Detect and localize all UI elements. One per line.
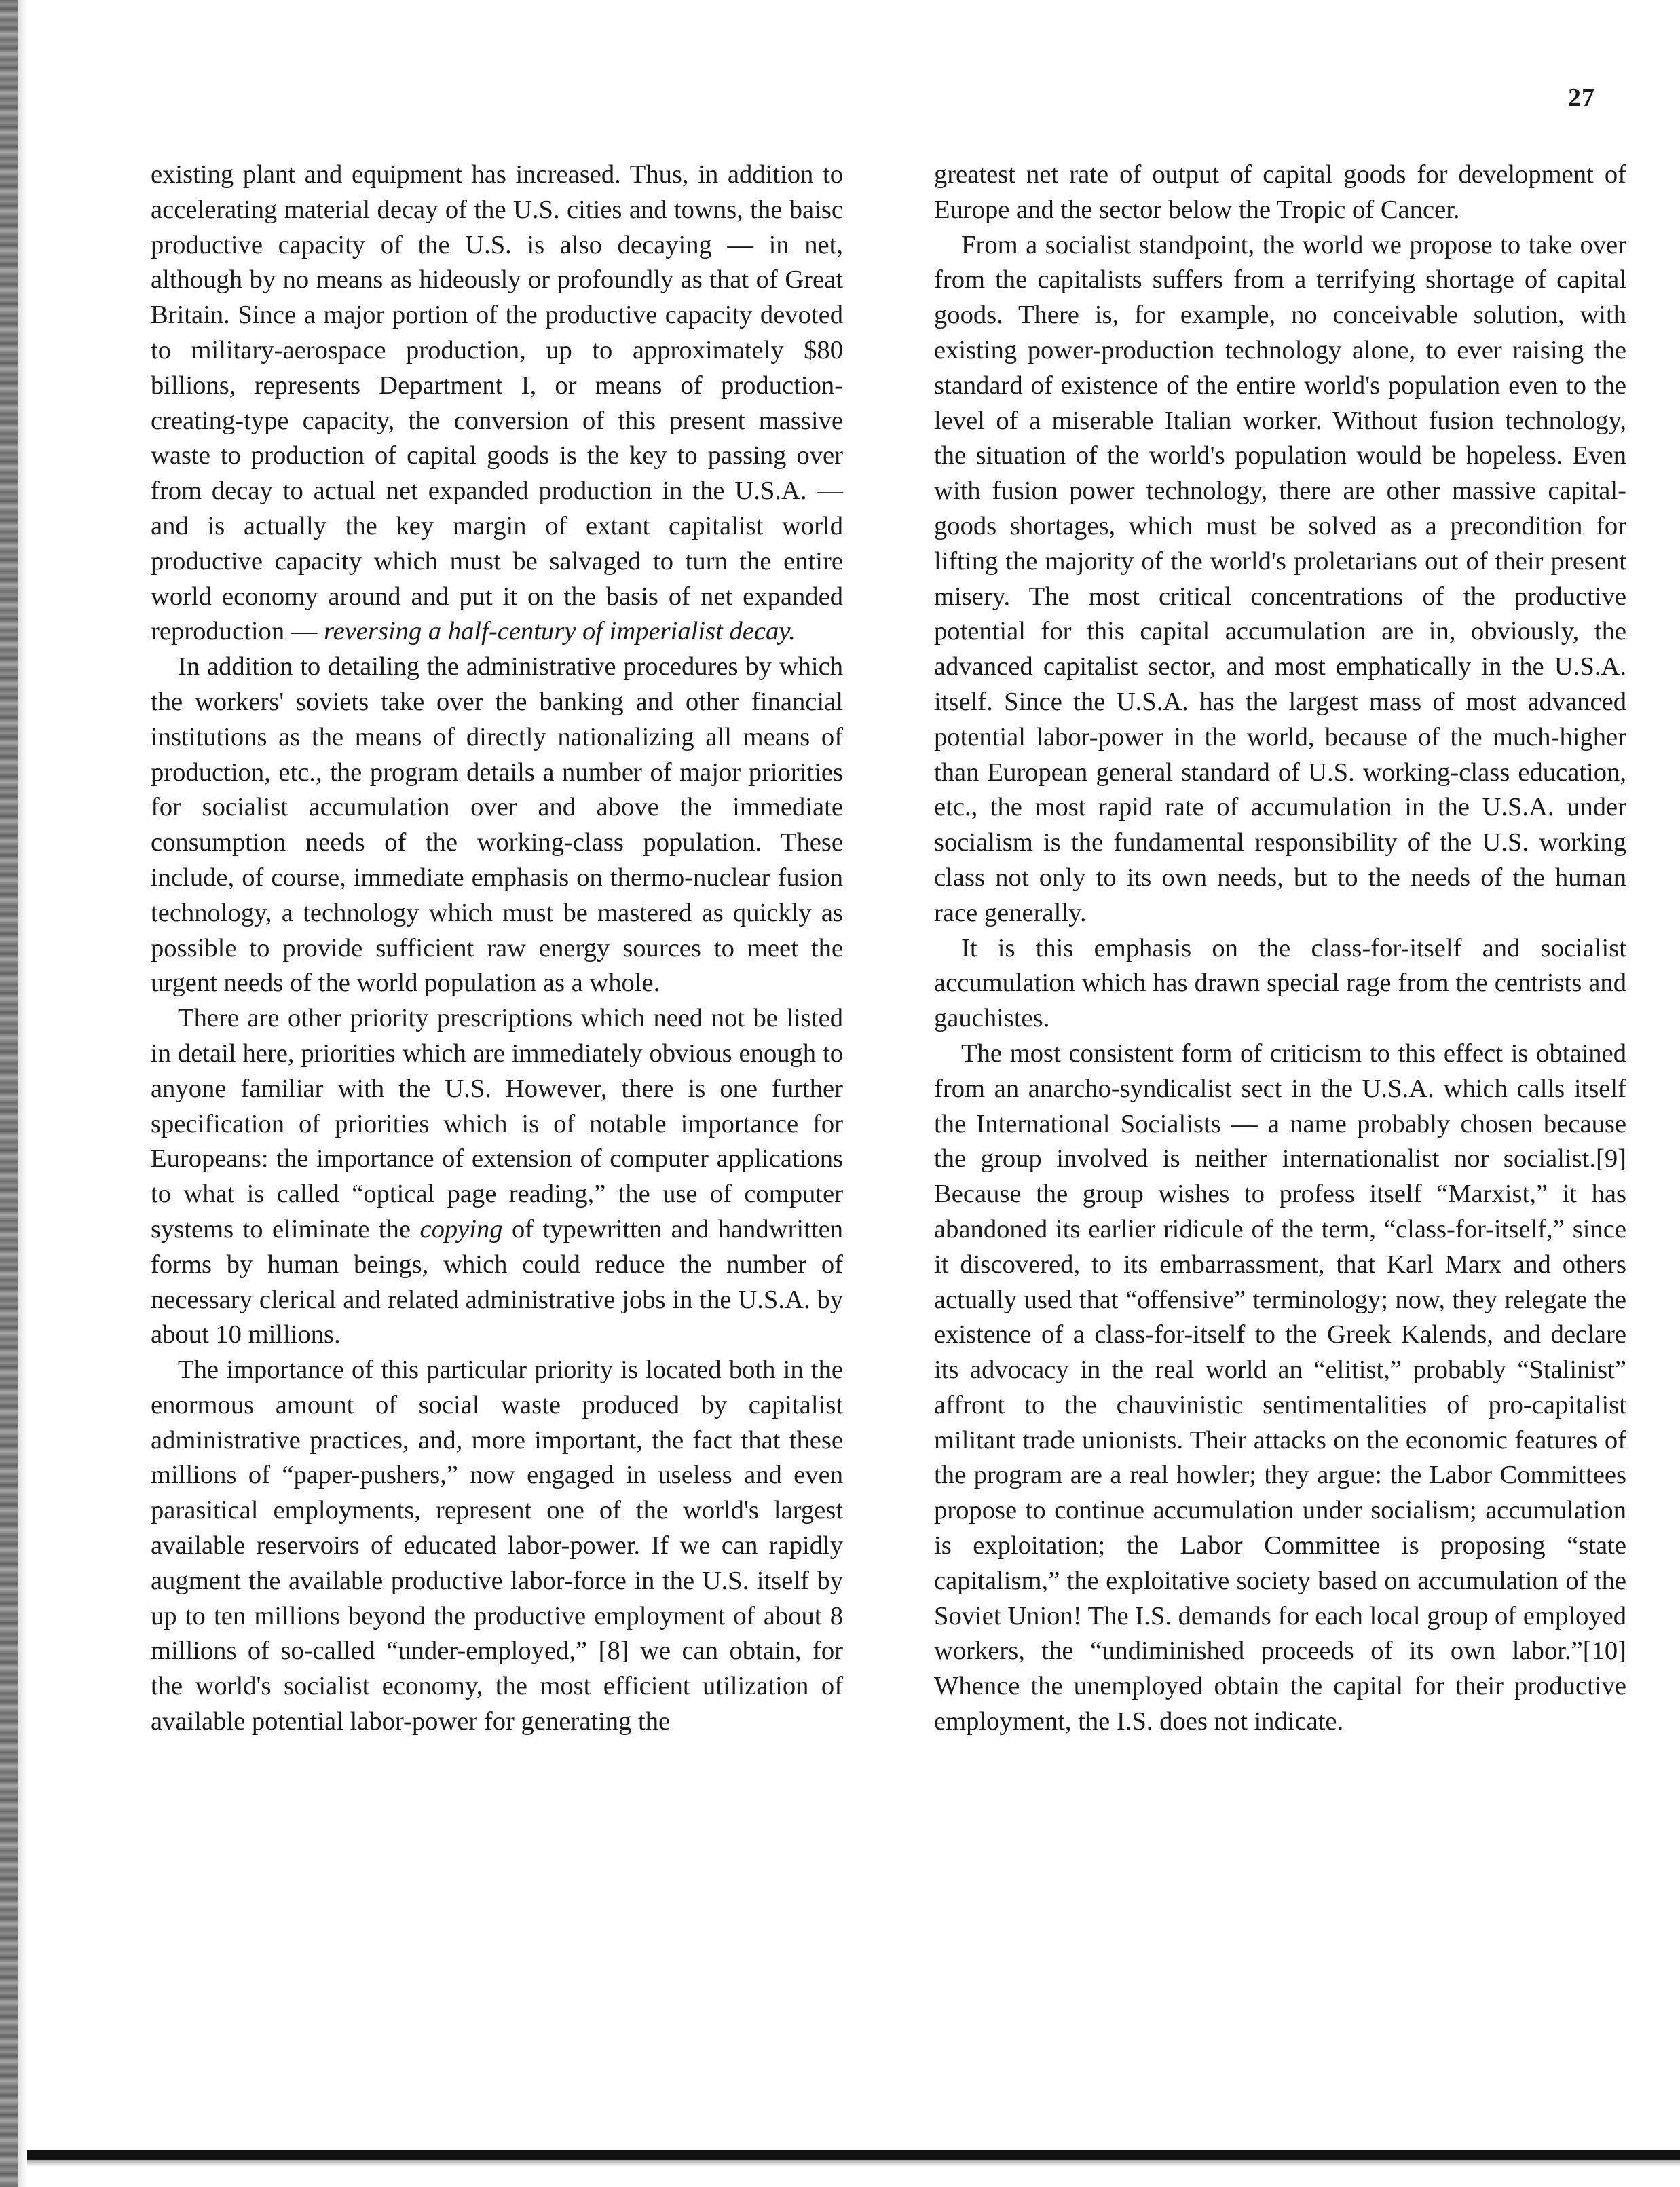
paragraph (934, 228, 1626, 931)
italic-text-run: reversing a half-century of imperialist decay. (323, 617, 796, 646)
text-run: From a socialist standpoint, the world we propose to take over from the capitalists suffers from a terrifying shortage of capital goods. There is, for example, no conceivable solution, with existing power-production technology alone, to ever raising the standard of existence of the entire world's population even to the level of a miserable Italian worker. Without fusion technology, the situation of the world's population would be hopeless. Even with fusion power technology, there are other massive capital-goods shortages, which must be solved as a precondition for lifting the majority of the world's proletarians out of their present misery. The most critical concentrations of the productive potential for this capital accumulation are in, obviously, the advanced capitalist sector, and most emphatically in the U.S.A. itself. Since the U.S.A. has the largest mass of most advanced potential labor-power in the world, because of the much-higher than European general standard of U.S. working-class education, etc., the most rapid rate of accumulation in the U.S.A. under socialism is the fundamental responsibility of the U.S. working class not only to its own needs, but to the needs of the human race generally. (934, 230, 1626, 927)
text-run: of typewritten and handwritten forms by human beings, which could reduce the number of necessary clerical and related administrative jobs in the U.S.A. by about 10 millions. (151, 1214, 843, 1349)
paragraph (151, 157, 843, 650)
paragraph (151, 1353, 843, 1740)
text-run: In addition to detailing the administrative procedures by which the workers' soviets take over the banking and other financial institutions as the means of directly nationalizing all means of production, etc., the program details a number of major priorities for socialist accumulation over and above the immediate consumption needs of the working-class population. These include, of course, immediate emphasis on thermo-nuclear fusion technology, a technology which must be mastered as quickly as possible to provide sufficient raw energy sources to meet the urgent needs of the world population as a whole. (151, 652, 843, 998)
scan-binding-edge (0, 0, 18, 2187)
paragraph (151, 1001, 843, 1353)
page-number: 27 (1568, 83, 1595, 112)
bottom-rule (27, 2150, 1680, 2160)
paragraph (934, 931, 1626, 1036)
bottom-rule-shadow (27, 2160, 1680, 2167)
text-run: The importance of this particular priority is located both in the enormous amount of social waste produced by capitalist administrative practices, and, more important, the fact that these millions of “paper-pushers,” now engaged in useless and even parasitical employments, represent one of the world's largest available reservoirs of educated labor-power. If we can rapidly augment the available productive labor-force in the U.S. itself by up to ten millions beyond the productive employment of about 8 millions of so-called “under-employed,” [8] we can obtain, for the world's socialist economy, the most efficient utilization of available potential labor-power for generating the (151, 1356, 843, 1736)
text-run: It is this emphasis on the class-for-itself and socialist accumulation which has drawn special rage from the centrists and gauchistes. (934, 933, 1626, 1033)
text-run: existing plant and equipment has increased. Thus, in addition to accelerating material decay of the U.S. cities and towns, the baisc productive capacity of the U.S. is also decaying — in net, although by no means as hideously or profoundly as that of Great Britain. Since a major portion of the productive capacity devoted to military-aerospace production, up to approximately $80 billions, represents Department I, or means of production-creating-type capacity, the conversion of this present massive waste to production of capital goods is the key to passing over from decay to actual net expanded production in the U.S.A. — and is actually the key margin of extant capitalist world productive capacity which must be salvaged to turn the entire world economy around and put it on the basis of net expanded reproduction — (151, 160, 843, 646)
text-run: There are other priority prescriptions which need not be listed in detail here, priorities which are immediately obvious enough to anyone familiar with the U.S. However, there is one further specification of priorities which is of notable importance for Europeans: the importance of extension of computer applications to what is called “optical page reading,” the use of computer systems to eliminate the (151, 1004, 843, 1244)
left-text-column (151, 157, 843, 1740)
paragraph (934, 1036, 1626, 1740)
italic-text-run: copying (419, 1214, 503, 1244)
paragraph (151, 650, 843, 1001)
text-run: The most consistent form of criticism to this effect is obtained from an anarcho-syndicalist sect in the U.S.A. which calls itself the International Socialists — a name probably chosen because the group involved is neither internationalist nor socialist.[9] Because the group wishes to profess itself “Marxist,” it has abandoned its earlier ridicule of the term, “class-for-itself,” since it discovered, to its embarrassment, that Karl Marx and others actually used that “offensive” terminology; now, they relegate the existence of a class-for-itself to the Greek Kalends, and declare its advocacy in the real world an “elitist,” probably “Stalinist” affront to the chauvinistic sentimentalities of pro-capitalist militant trade unionists. Their attacks on the economic features of the program are a real howler; they argue: the Labor Committees propose to continue accumulation under socialism; accumulation is exploitation; the Labor Committee is proposing “state capitalism,” the exploitative society based on accumulation of the Soviet Union! The I.S. demands for each local group of employed workers, the “undiminished proceeds of its own labor.”[10] Whence the unemployed obtain the capital for their productive employment, the I.S. does not indicate. (934, 1039, 1626, 1736)
right-text-column (934, 157, 1626, 1740)
paragraph (934, 157, 1626, 228)
text-run: greatest net rate of output of capital goods for development of Europe and the sector below the Tropic of Cancer. (934, 160, 1626, 224)
